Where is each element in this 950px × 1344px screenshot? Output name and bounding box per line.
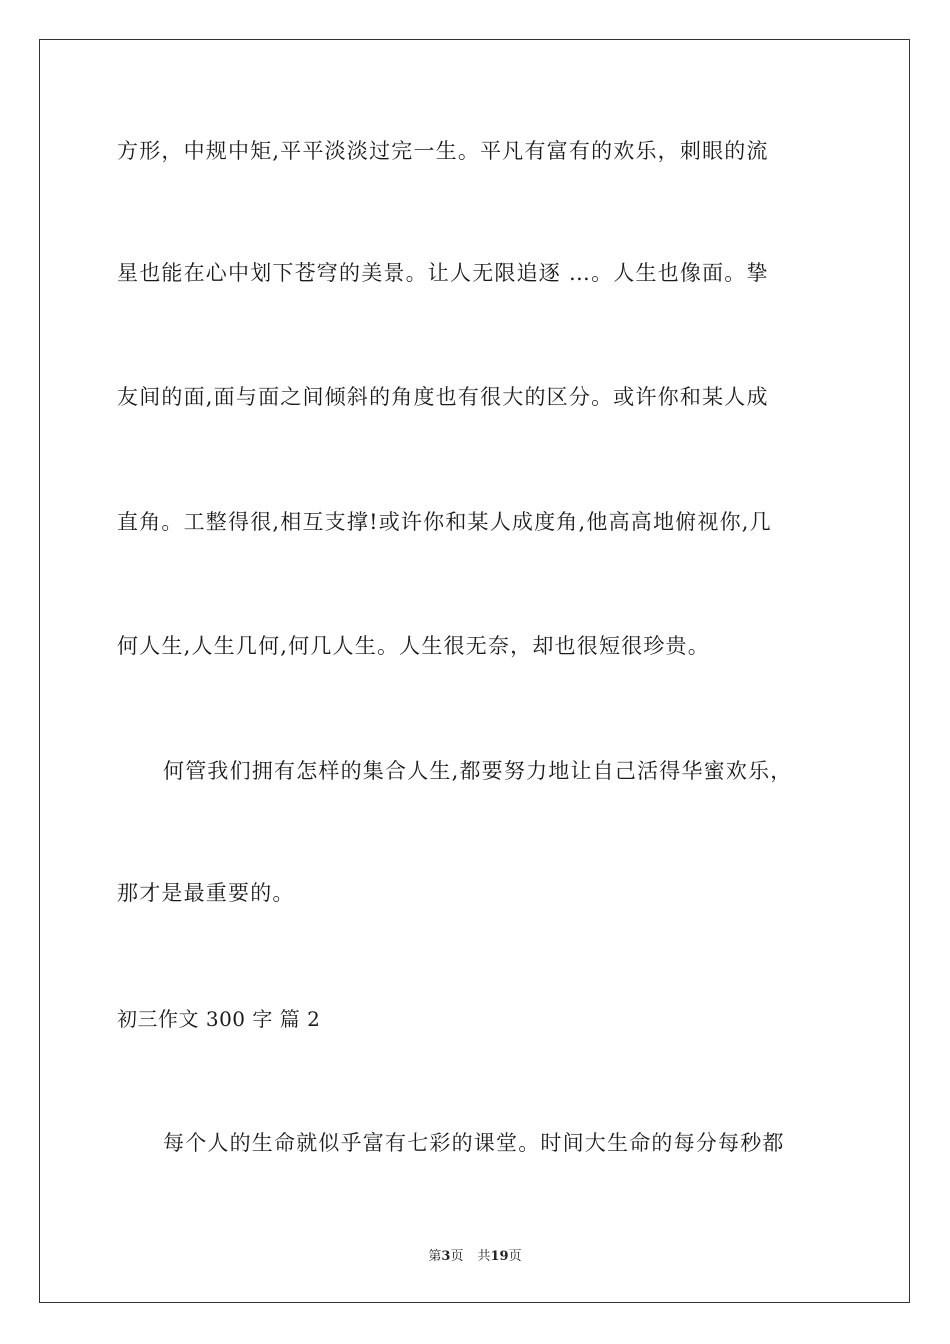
- paragraph-line-1: 方形，中规中矩,平平淡淡过完一生。平凡有富有的欢乐，刺眼的流: [117, 139, 769, 163]
- footer-total-suffix: 页: [508, 1249, 522, 1264]
- paragraph-line-4: 直角。工整得很,相互支撑!或许你和某人成度角,他高高地俯视你,几: [117, 510, 772, 534]
- section-heading: 初三作文 300 字 篇 2: [117, 1007, 321, 1031]
- paragraph-line-5: 何人生,人生几何,何几人生。人生很无奈，却也很短很珍贵。: [117, 634, 710, 658]
- paragraph-line-8: 每个人的生命就似乎富有七彩的课堂。时间大生命的每分每秒都: [163, 1131, 785, 1155]
- page-border: [39, 39, 910, 1303]
- footer-page-suffix: 页: [450, 1249, 464, 1264]
- paragraph-line-6: 何管我们拥有怎样的集合人生,都要努力地让自己活得华蜜欢乐，: [163, 759, 793, 783]
- paragraph-line-2: 星也能在心中划下苍穹的美景。让人无限追逐 …。人生也像面。挚: [117, 261, 769, 285]
- footer-total-prefix: 共: [477, 1249, 491, 1264]
- footer-page-prefix: 第: [428, 1249, 442, 1264]
- page-footer: [0, 1248, 950, 1266]
- paragraph-line-7: 那才是最重要的。: [117, 881, 295, 905]
- footer-current-page: 3: [441, 1249, 451, 1264]
- paragraph-line-3: 友间的面,面与面之间倾斜的角度也有很大的区分。或许你和某人成: [117, 385, 769, 409]
- footer-total-pages: 19: [490, 1249, 509, 1264]
